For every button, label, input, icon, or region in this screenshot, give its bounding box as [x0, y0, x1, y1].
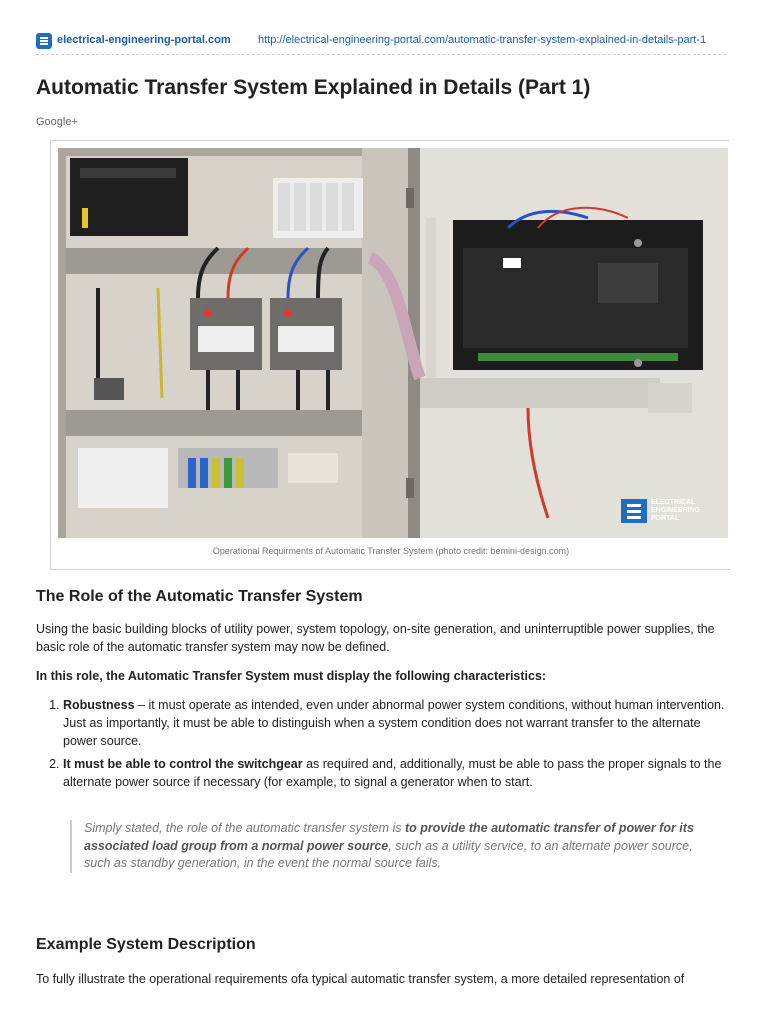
page-url-link[interactable]: http://electrical-engineering-portal.com/automatic-transfer-system-explained-in-details-part-1	[258, 34, 707, 46]
quote-text-pre: Simply stated, the role of the automatic transfer system is	[84, 821, 405, 835]
section-heading-role: The Role of the Automatic Transfer System	[36, 588, 363, 605]
eep-watermark-text: ELECTRICAL ENGINEERING PORTAL	[651, 499, 701, 522]
quote-text-post: , such as a utility service, to an alternate power source, such as standby generation, in the event the normal source fails.	[84, 838, 693, 870]
figure-caption: Operational Requirments of Automatic Transfer System (photo credit: bemini-design.com)	[212, 546, 570, 556]
ats-panel-photo	[58, 148, 728, 538]
site-name-link[interactable]: electrical-engineering-portal.com	[57, 34, 231, 46]
list-item-text: – it must operate as intended, even under abnormal power system conditions, without human intervention. Just as importantly, it must be able to distinguish when a system condition does not warrant transfer to the alternate power source.	[63, 698, 725, 748]
intro-paragraph: Using the basic building blocks of utility power, system topology, on-site generation, and uninterruptible power supplies, the basic role of the automatic transfer system may now be defined.	[36, 622, 715, 654]
role-quote	[70, 820, 704, 873]
list-item-bold: Robustness	[63, 698, 135, 712]
section-heading-example: Example System Description	[36, 936, 256, 953]
example-paragraph: To fully illustrate the operational requirements ofa typical automatic transfer system, a more detailed representation of	[36, 972, 685, 986]
eep-logo-icon	[36, 33, 52, 49]
source-header	[36, 32, 726, 55]
eep-watermark-icon	[621, 499, 647, 523]
list-item	[63, 696, 736, 750]
page-title: Automatic Transfer System Explained in Details (Part 1)	[36, 76, 591, 99]
article-figure	[50, 140, 730, 570]
characteristics-list	[36, 696, 736, 796]
google-plus-label: Google+	[36, 116, 78, 128]
list-item-text: as required and, additionally, must be able to pass the proper signals to the alternate power source if necessary (for example, to signal a generator when to start.	[63, 757, 722, 789]
characteristics-lead: In this role, the Automatic Transfer System must display the following characteristics:	[36, 669, 547, 683]
list-item-bold: It must be able to control the switchgear	[63, 757, 303, 771]
list-item	[63, 755, 736, 791]
quote-text-bold: to provide the automatic transfer of power for its associated load group from a normal power source	[84, 821, 694, 853]
